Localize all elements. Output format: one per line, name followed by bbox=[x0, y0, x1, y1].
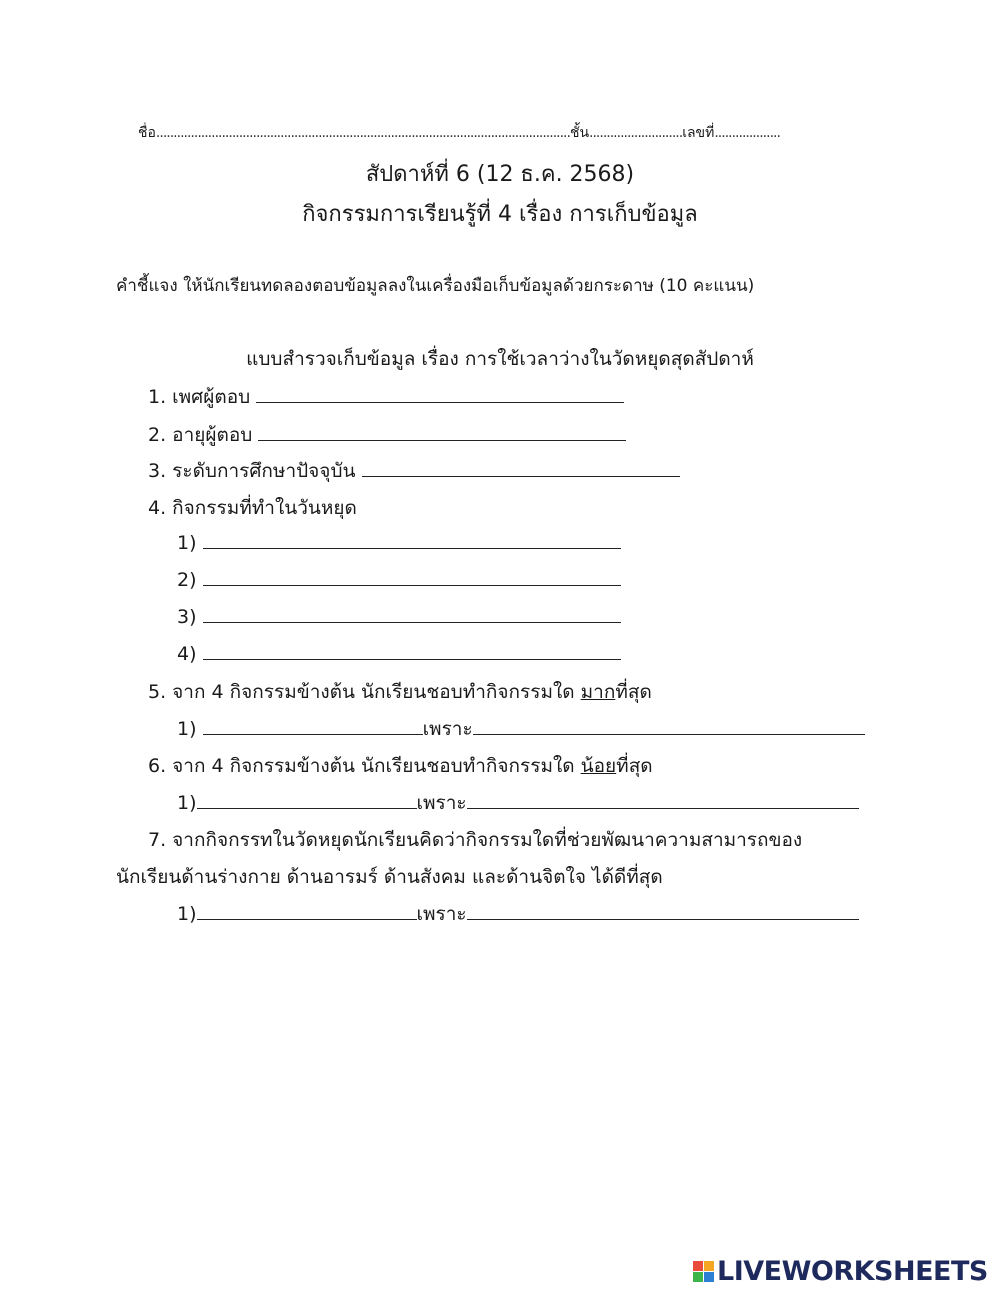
survey-title: แบบสำรวจเก็บข้อมูล เรื่อง การใช้เวลาว่างในวัดหยุดสุดสัปดาห์ bbox=[246, 348, 754, 370]
question-6-text-end: ที่สุด bbox=[616, 755, 653, 777]
name-field[interactable]: ........................................................................................................................ bbox=[155, 125, 570, 141]
question-3-label: 3. ระดับการศึกษาปัจจุบัน bbox=[148, 460, 356, 482]
question-4-item bbox=[177, 530, 621, 554]
because-label: เพราะ bbox=[416, 903, 467, 925]
question-6-activity-answer[interactable] bbox=[197, 790, 417, 809]
logo-square bbox=[704, 1272, 714, 1282]
question-5-text-end: ที่สุด bbox=[615, 681, 652, 703]
item-number: 1) bbox=[177, 532, 197, 554]
question-4-answer-2[interactable] bbox=[203, 567, 621, 586]
question-3-answer[interactable] bbox=[362, 458, 680, 477]
question-7-line-2: นักเรียนด้านร่างกาย ด้านอารมร์ ด้านสังคม และด้านจิตใจ ได้ดีที่สุด bbox=[116, 866, 663, 888]
question-7-line-1: 7. จากกิจกรรทในวัดหยุดนักเรียนคิดว่ากิจกรรมใดที่ช่วยพัฒนาความสามารถของ bbox=[148, 829, 803, 851]
logo-square bbox=[704, 1261, 714, 1271]
question-5-item bbox=[177, 714, 865, 744]
logo-text: LIVEWORKSHEETS bbox=[717, 1256, 988, 1287]
item-number: 1) bbox=[177, 718, 197, 740]
question-4-item bbox=[177, 567, 621, 591]
question-7-item bbox=[177, 899, 859, 929]
question-6 bbox=[148, 751, 653, 781]
question-2-answer[interactable] bbox=[258, 422, 626, 441]
class-field[interactable]: ........................... bbox=[589, 125, 683, 141]
logo-icon bbox=[693, 1261, 714, 1282]
question-4-answer-3[interactable] bbox=[203, 604, 621, 623]
number-label: เลขที่ bbox=[682, 125, 715, 141]
week-title: สัปดาห์ที่ 6 (12 ธ.ค. 2568) bbox=[365, 162, 635, 187]
item-number: 1) bbox=[177, 903, 197, 925]
class-label: ชั้น bbox=[569, 125, 590, 141]
item-number: 1) bbox=[177, 792, 197, 814]
logo-square bbox=[693, 1261, 703, 1271]
question-4: 4. กิจกรรมที่ทำในวันหยุด bbox=[148, 497, 357, 519]
question-2 bbox=[148, 420, 626, 450]
item-number: 4) bbox=[177, 643, 197, 665]
number-field[interactable]: ................... bbox=[714, 125, 780, 141]
question-2-label: 2. อายุผู้ตอบ bbox=[148, 424, 253, 446]
question-4-item bbox=[177, 641, 621, 665]
item-number: 3) bbox=[177, 606, 197, 628]
item-number: 2) bbox=[177, 569, 197, 591]
activity-title: กิจกรรมการเรียนรู้ที่ 4 เรื่อง การเก็บข้อมูล bbox=[302, 202, 698, 227]
question-6-item bbox=[177, 788, 859, 818]
logo-square bbox=[693, 1272, 703, 1282]
question-1-label: 1. เพศผู้ตอบ bbox=[148, 386, 251, 408]
because-label: เพราะ bbox=[422, 718, 473, 740]
question-7-activity-answer[interactable] bbox=[197, 901, 417, 920]
question-4-answer-4[interactable] bbox=[203, 641, 621, 660]
question-3 bbox=[148, 456, 680, 486]
instruction: คำชี้แจง ให้นักเรียนทดลองตอบข้อมูลลงในเครื่องมือเก็บข้อมูลด้วยกระดาษ (10 คะแนน) bbox=[116, 276, 755, 296]
question-7-reason-answer[interactable] bbox=[467, 901, 859, 920]
student-info-line bbox=[138, 122, 780, 144]
question-5 bbox=[148, 677, 652, 707]
question-6-emphasis: น้อย bbox=[580, 755, 617, 777]
question-5-activity-answer[interactable] bbox=[203, 716, 423, 735]
question-4-answer-1[interactable] bbox=[203, 530, 621, 549]
question-6-text: 6. จาก 4 กิจกรรมข้างต้น นักเรียนชอบทำกิจกรรมใด bbox=[148, 755, 581, 777]
liveworksheets-logo bbox=[693, 1256, 988, 1287]
name-label: ชื่อ bbox=[138, 125, 156, 141]
question-6-reason-answer[interactable] bbox=[467, 790, 859, 809]
question-5-text: 5. จาก 4 กิจกรรมข้างต้น นักเรียนชอบทำกิจกรรมใด bbox=[148, 681, 581, 703]
question-1 bbox=[148, 382, 624, 412]
question-5-reason-answer[interactable] bbox=[473, 716, 865, 735]
because-label: เพราะ bbox=[416, 792, 467, 814]
question-5-emphasis: มาก bbox=[580, 681, 616, 703]
question-1-answer[interactable] bbox=[256, 384, 624, 403]
question-4-item bbox=[177, 604, 621, 628]
